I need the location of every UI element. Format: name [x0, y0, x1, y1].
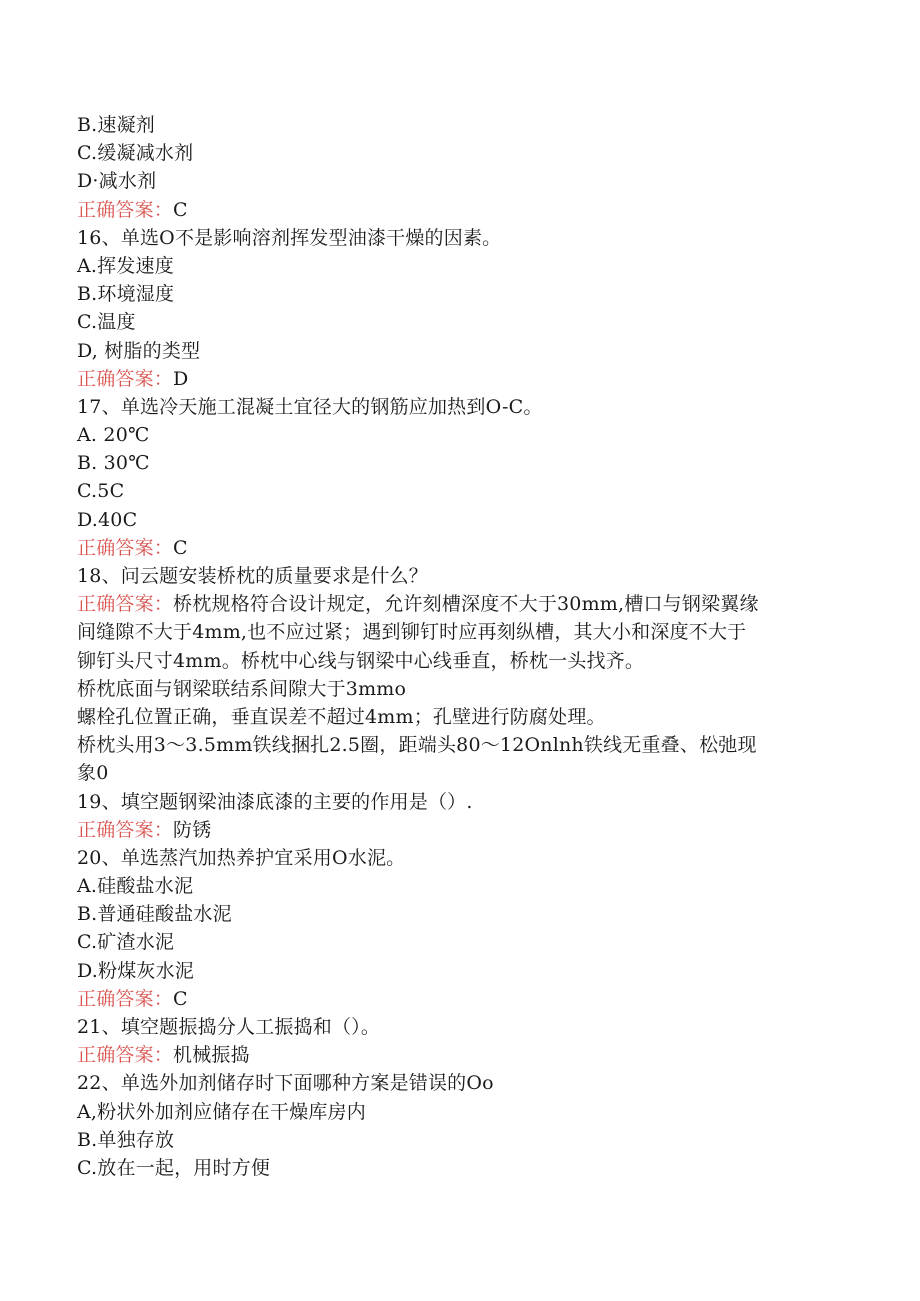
answer-label: 正确答案： [77, 818, 174, 841]
answer-line [77, 196, 857, 224]
text-line: 21、填空题振捣分人工振捣和（）。 [77, 1016, 381, 1038]
text-line: A.硅酸盐水泥 [77, 875, 194, 898]
answer-value: 防锈 [173, 818, 212, 841]
answer-value: C [173, 198, 188, 221]
text-line: 桥枕头用3～3.5mm铁线捆扎2.5圈，距端头80～12Onlnh铁线无重叠、松弛现 [77, 734, 757, 757]
text-line: 桥枕底面与钢梁联结系间隙大于3mmo [77, 677, 407, 700]
text-line: D·减水剂 [77, 170, 157, 193]
answer-value: C [173, 536, 188, 559]
answer-label: 正确答案： [77, 987, 174, 1010]
text-line: A. 20℃ [77, 424, 150, 447]
answer-label: 正确答案： [77, 593, 174, 616]
answer-value: 桥枕规格符合设计规定，允许刻槽深度不大于30mm,槽口与钢梁翼缘 [173, 593, 759, 616]
text-line: A,粉状外加剂应储存在干燥库房内 [77, 1100, 366, 1123]
answer-label: 正确答案： [77, 198, 174, 221]
text-line: C.温度 [77, 311, 136, 334]
text-line: 象0 [77, 762, 109, 785]
text-line: 20、单选蒸汽加热养护宜采用O水泥。 [77, 846, 406, 869]
text-line: D.40C [77, 508, 138, 531]
answer-line [77, 1041, 857, 1069]
text-line: D.粉煤灰水泥 [77, 959, 194, 982]
document-page [77, 111, 857, 1182]
text-line: 螺栓孔位置正确，垂直误差不超过4mm；孔壁进行防腐处理。 [77, 705, 606, 728]
answer-label: 正确答案： [77, 536, 174, 559]
text-line: 17、单选冷天施工混凝土宜径大的钢筋应加热到O-C。 [77, 395, 543, 418]
text-line: B.单独存放 [77, 1128, 175, 1151]
text-line: B.环境湿度 [77, 283, 175, 306]
answer-value: D [173, 367, 189, 390]
text-line: B.普通硅酸盐水泥 [77, 903, 232, 926]
text-line: A.挥发速度 [77, 254, 174, 277]
answer-line [77, 365, 857, 393]
text-line: B.速凝剂 [77, 114, 156, 136]
text-line: C.放在一起，用时方便 [77, 1156, 271, 1179]
answer-label: 正确答案： [77, 367, 174, 390]
text-line: C.缓凝减水剂 [77, 142, 194, 165]
text-line: B. 30℃ [77, 452, 150, 475]
text-line: 间缝隙不大于4mm,也不应过紧；遇到铆钉时应再刻纵槽，其大小和深度不大于 [77, 621, 747, 644]
answer-line [77, 816, 857, 844]
text-line: C.5C [77, 480, 125, 503]
text-line: C.矿渣水泥 [77, 931, 175, 954]
text-line: 22、单选外加剂储存时下面哪种方案是错误的Oo [77, 1072, 494, 1095]
text-line: D, 树脂的类型 [77, 339, 201, 362]
answer-line [77, 985, 857, 1013]
answer-line [77, 590, 857, 618]
text-line: 19、填空题钢梁油漆底漆的主要的作用是（）. [77, 790, 473, 813]
answer-label: 正确答案： [77, 1044, 174, 1067]
answer-value: C [173, 987, 188, 1010]
text-line: 16、单选O不是影响溶剂挥发型油漆干燥的因素。 [77, 226, 502, 249]
answer-line [77, 534, 857, 562]
text-line: 铆钉头尺寸4mm。桥枕中心线与钢梁中心线垂直，桥枕一头找齐。 [77, 649, 645, 672]
answer-value: 机械振捣 [173, 1044, 250, 1067]
text-line: 18、问云题安装桥枕的质量要求是什么？ [77, 565, 428, 587]
